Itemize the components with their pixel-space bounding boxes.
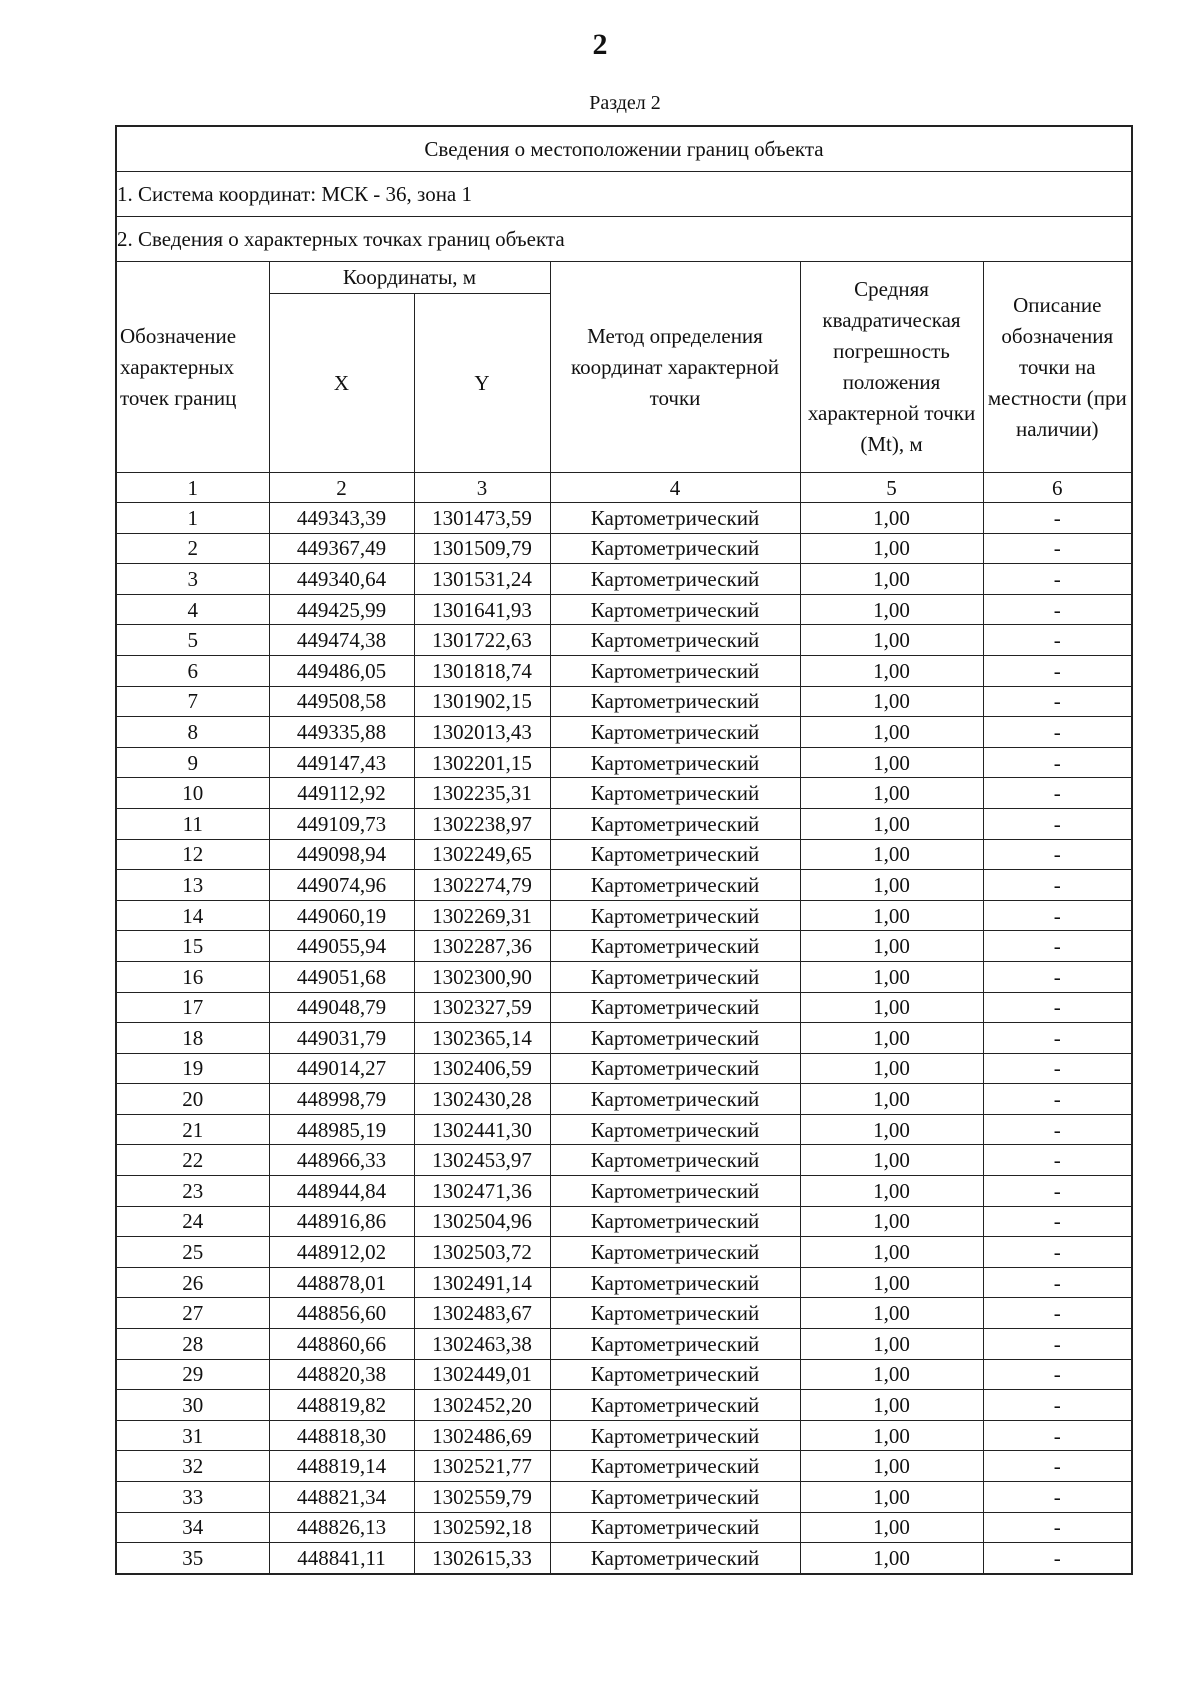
cell-method: Картометрический <box>550 564 800 595</box>
cell-description: - <box>983 503 1132 534</box>
header-coordinates: Координаты, м <box>269 262 550 294</box>
cell-designation: 6 <box>116 655 269 686</box>
table-row <box>116 1512 1132 1543</box>
cell-x: 449051,68 <box>269 961 414 992</box>
cell-y: 1302406,59 <box>414 1053 550 1084</box>
cell-method: Картометрический <box>550 778 800 809</box>
cell-y: 1302463,38 <box>414 1329 550 1360</box>
cell-designation: 23 <box>116 1176 269 1207</box>
cell-designation: 3 <box>116 564 269 595</box>
header-y: Y <box>414 294 550 473</box>
cell-designation: 24 <box>116 1206 269 1237</box>
cell-method: Картометрический <box>550 686 800 717</box>
cell-x: 449343,39 <box>269 503 414 534</box>
cell-x: 449098,94 <box>269 839 414 870</box>
cell-designation: 26 <box>116 1267 269 1298</box>
table-row <box>116 839 1132 870</box>
column-number: 6 <box>983 473 1132 503</box>
cell-error: 1,00 <box>800 1206 983 1237</box>
cell-designation: 19 <box>116 1053 269 1084</box>
table-row <box>116 503 1132 534</box>
cell-error: 1,00 <box>800 900 983 931</box>
cell-y: 1302503,72 <box>414 1237 550 1268</box>
table-row <box>116 900 1132 931</box>
cell-error: 1,00 <box>800 1359 983 1390</box>
cell-x: 448856,60 <box>269 1298 414 1329</box>
header-x: X <box>269 294 414 473</box>
cell-description: - <box>983 1023 1132 1054</box>
cell-description: - <box>983 1390 1132 1421</box>
cell-x: 449031,79 <box>269 1023 414 1054</box>
table-row <box>116 1451 1132 1482</box>
cell-error: 1,00 <box>800 1451 983 1482</box>
cell-y: 1301641,93 <box>414 594 550 625</box>
cell-x: 449014,27 <box>269 1053 414 1084</box>
table-row <box>116 1176 1132 1207</box>
cell-description: - <box>983 1512 1132 1543</box>
cell-designation: 10 <box>116 778 269 809</box>
column-number: 3 <box>414 473 550 503</box>
cell-designation: 2 <box>116 533 269 564</box>
cell-designation: 16 <box>116 961 269 992</box>
table-row <box>116 533 1132 564</box>
cell-error: 1,00 <box>800 992 983 1023</box>
cell-error: 1,00 <box>800 1543 983 1574</box>
cell-method: Картометрический <box>550 808 800 839</box>
table-row <box>116 1206 1132 1237</box>
cell-error: 1,00 <box>800 839 983 870</box>
cell-description: - <box>983 931 1132 962</box>
cell-x: 449425,99 <box>269 594 414 625</box>
cell-method: Картометрический <box>550 1359 800 1390</box>
cell-description: - <box>983 594 1132 625</box>
cell-error: 1,00 <box>800 655 983 686</box>
cell-y: 1302238,97 <box>414 808 550 839</box>
cell-x: 448860,66 <box>269 1329 414 1360</box>
cell-error: 1,00 <box>800 1482 983 1513</box>
cell-x: 448998,79 <box>269 1084 414 1115</box>
cell-description: - <box>983 1114 1132 1145</box>
cell-y: 1302327,59 <box>414 992 550 1023</box>
table-row <box>116 931 1132 962</box>
cell-method: Картометрический <box>550 1482 800 1513</box>
cell-error: 1,00 <box>800 1084 983 1115</box>
cell-description: - <box>983 808 1132 839</box>
cell-designation: 15 <box>116 931 269 962</box>
cell-method: Картометрический <box>550 1053 800 1084</box>
cell-error: 1,00 <box>800 931 983 962</box>
cell-error: 1,00 <box>800 1176 983 1207</box>
cell-description: - <box>983 1176 1132 1207</box>
points-heading: 2. Сведения о характерных точках границ объекта <box>116 217 1132 262</box>
cell-y: 1301722,63 <box>414 625 550 656</box>
table-row <box>116 1053 1132 1084</box>
cell-y: 1302504,96 <box>414 1206 550 1237</box>
cell-error: 1,00 <box>800 1237 983 1268</box>
header-description: Описание обозначения точки на местности (при наличии) <box>983 262 1132 473</box>
boundary-points-table <box>115 125 1133 1575</box>
cell-error: 1,00 <box>800 870 983 901</box>
cell-method: Картометрический <box>550 1298 800 1329</box>
cell-error: 1,00 <box>800 1298 983 1329</box>
cell-error: 1,00 <box>800 1114 983 1145</box>
cell-designation: 4 <box>116 594 269 625</box>
cell-y: 1302559,79 <box>414 1482 550 1513</box>
cell-x: 449508,58 <box>269 686 414 717</box>
cell-description: - <box>983 961 1132 992</box>
cell-method: Картометрический <box>550 1512 800 1543</box>
header-designation: Обозначение характерных точек границ <box>116 262 269 473</box>
column-number: 4 <box>550 473 800 503</box>
column-numbers-row <box>116 473 1132 503</box>
cell-designation: 30 <box>116 1390 269 1421</box>
table-row <box>116 870 1132 901</box>
cell-error: 1,00 <box>800 1512 983 1543</box>
cell-designation: 12 <box>116 839 269 870</box>
cell-y: 1302486,69 <box>414 1420 550 1451</box>
table-row <box>116 808 1132 839</box>
cell-error: 1,00 <box>800 686 983 717</box>
cell-x: 448944,84 <box>269 1176 414 1207</box>
cell-x: 448985,19 <box>269 1114 414 1145</box>
cell-y: 1301473,59 <box>414 503 550 534</box>
cell-description: - <box>983 870 1132 901</box>
table-row <box>116 961 1132 992</box>
cell-method: Картометрический <box>550 1145 800 1176</box>
cell-description: - <box>983 655 1132 686</box>
cell-method: Картометрический <box>550 533 800 564</box>
cell-y: 1302592,18 <box>414 1512 550 1543</box>
cell-method: Картометрический <box>550 992 800 1023</box>
cell-method: Картометрический <box>550 1543 800 1574</box>
cell-description: - <box>983 1420 1132 1451</box>
cell-x: 449474,38 <box>269 625 414 656</box>
cell-error: 1,00 <box>800 594 983 625</box>
cell-description: - <box>983 1482 1132 1513</box>
cell-y: 1302430,28 <box>414 1084 550 1115</box>
table-row <box>116 1114 1132 1145</box>
table-row <box>116 1023 1132 1054</box>
cell-x: 448826,13 <box>269 1512 414 1543</box>
cell-description: - <box>983 564 1132 595</box>
cell-error: 1,00 <box>800 1145 983 1176</box>
cell-error: 1,00 <box>800 533 983 564</box>
cell-designation: 18 <box>116 1023 269 1054</box>
cell-x: 448912,02 <box>269 1237 414 1268</box>
cell-error: 1,00 <box>800 778 983 809</box>
cell-y: 1301509,79 <box>414 533 550 564</box>
column-number: 5 <box>800 473 983 503</box>
cell-designation: 29 <box>116 1359 269 1390</box>
table-row <box>116 1084 1132 1115</box>
column-number: 2 <box>269 473 414 503</box>
cell-designation: 17 <box>116 992 269 1023</box>
cell-x: 449340,64 <box>269 564 414 595</box>
cell-error: 1,00 <box>800 1267 983 1298</box>
cell-description: - <box>983 1237 1132 1268</box>
cell-y: 1302441,30 <box>414 1114 550 1145</box>
cell-designation: 7 <box>116 686 269 717</box>
cell-method: Картометрический <box>550 1329 800 1360</box>
cell-description: - <box>983 717 1132 748</box>
cell-x: 448820,38 <box>269 1359 414 1390</box>
cell-description: - <box>983 747 1132 778</box>
cell-x: 449109,73 <box>269 808 414 839</box>
cell-y: 1302483,67 <box>414 1298 550 1329</box>
cell-error: 1,00 <box>800 747 983 778</box>
cell-designation: 32 <box>116 1451 269 1482</box>
cell-y: 1302201,15 <box>414 747 550 778</box>
cell-method: Картометрический <box>550 870 800 901</box>
cell-method: Картометрический <box>550 717 800 748</box>
cell-description: - <box>983 1359 1132 1390</box>
cell-y: 1302449,01 <box>414 1359 550 1390</box>
table-row <box>116 1298 1132 1329</box>
cell-y: 1301531,24 <box>414 564 550 595</box>
cell-x: 449486,05 <box>269 655 414 686</box>
cell-x: 448819,82 <box>269 1390 414 1421</box>
cell-x: 449367,49 <box>269 533 414 564</box>
cell-error: 1,00 <box>800 808 983 839</box>
cell-method: Картометрический <box>550 1267 800 1298</box>
table-row <box>116 1267 1132 1298</box>
cell-description: - <box>983 1329 1132 1360</box>
table-row <box>116 992 1132 1023</box>
cell-y: 1302615,33 <box>414 1543 550 1574</box>
cell-description: - <box>983 839 1132 870</box>
cell-x: 449335,88 <box>269 717 414 748</box>
cell-x: 448821,34 <box>269 1482 414 1513</box>
cell-description: - <box>983 1543 1132 1574</box>
table-row <box>116 1482 1132 1513</box>
cell-y: 1302269,31 <box>414 900 550 931</box>
cell-designation: 5 <box>116 625 269 656</box>
cell-y: 1302365,14 <box>414 1023 550 1054</box>
cell-designation: 27 <box>116 1298 269 1329</box>
cell-error: 1,00 <box>800 1053 983 1084</box>
column-number: 1 <box>116 473 269 503</box>
table-row <box>116 1543 1132 1574</box>
cell-error: 1,00 <box>800 1390 983 1421</box>
cell-description: - <box>983 686 1132 717</box>
cell-x: 449048,79 <box>269 992 414 1023</box>
cell-error: 1,00 <box>800 1420 983 1451</box>
cell-y: 1302452,20 <box>414 1390 550 1421</box>
cell-y: 1302013,43 <box>414 717 550 748</box>
cell-error: 1,00 <box>800 717 983 748</box>
cell-method: Картометрический <box>550 961 800 992</box>
cell-description: - <box>983 1145 1132 1176</box>
cell-x: 448878,01 <box>269 1267 414 1298</box>
cell-x: 448818,30 <box>269 1420 414 1451</box>
cell-method: Картометрический <box>550 1084 800 1115</box>
header-method: Метод определения координат характерной точки <box>550 262 800 473</box>
table-row <box>116 1145 1132 1176</box>
cell-description: - <box>983 1451 1132 1482</box>
cell-method: Картометрический <box>550 594 800 625</box>
cell-y: 1301902,15 <box>414 686 550 717</box>
page-number: 2 <box>592 28 608 61</box>
cell-x: 448966,33 <box>269 1145 414 1176</box>
cell-y: 1302235,31 <box>414 778 550 809</box>
table-row <box>116 778 1132 809</box>
cell-y: 1302491,14 <box>414 1267 550 1298</box>
table-title: Сведения о местоположении границ объекта <box>116 126 1132 172</box>
table-row <box>116 1390 1132 1421</box>
cell-designation: 31 <box>116 1420 269 1451</box>
cell-description: - <box>983 1053 1132 1084</box>
cell-designation: 8 <box>116 717 269 748</box>
cell-y: 1302287,36 <box>414 931 550 962</box>
cell-designation: 14 <box>116 900 269 931</box>
cell-x: 448916,86 <box>269 1206 414 1237</box>
cell-y: 1302300,90 <box>414 961 550 992</box>
cell-description: - <box>983 900 1132 931</box>
cell-description: - <box>983 1206 1132 1237</box>
cell-x: 448841,11 <box>269 1543 414 1574</box>
cell-description: - <box>983 625 1132 656</box>
cell-method: Картометрический <box>550 931 800 962</box>
cell-designation: 9 <box>116 747 269 778</box>
cell-description: - <box>983 1267 1132 1298</box>
cell-description: - <box>983 533 1132 564</box>
cell-designation: 13 <box>116 870 269 901</box>
cell-error: 1,00 <box>800 961 983 992</box>
cell-y: 1302274,79 <box>414 870 550 901</box>
cell-x: 449060,19 <box>269 900 414 931</box>
cell-designation: 28 <box>116 1329 269 1360</box>
cell-error: 1,00 <box>800 625 983 656</box>
table-row <box>116 686 1132 717</box>
table-row <box>116 625 1132 656</box>
cell-description: - <box>983 992 1132 1023</box>
cell-method: Картометрический <box>550 1176 800 1207</box>
cell-method: Картометрический <box>550 1206 800 1237</box>
cell-method: Картометрический <box>550 625 800 656</box>
section-label: Раздел 2 <box>589 92 661 114</box>
cell-method: Картометрический <box>550 1390 800 1421</box>
cell-description: - <box>983 1084 1132 1115</box>
cell-x: 448819,14 <box>269 1451 414 1482</box>
cell-error: 1,00 <box>800 1023 983 1054</box>
cell-method: Картометрический <box>550 1237 800 1268</box>
cell-method: Картометрический <box>550 839 800 870</box>
cell-designation: 20 <box>116 1084 269 1115</box>
cell-designation: 35 <box>116 1543 269 1574</box>
cell-designation: 34 <box>116 1512 269 1543</box>
cell-description: - <box>983 1298 1132 1329</box>
table-row <box>116 1237 1132 1268</box>
cell-y: 1302249,65 <box>414 839 550 870</box>
table-row <box>116 1329 1132 1360</box>
table-row <box>116 564 1132 595</box>
table-row <box>116 1359 1132 1390</box>
cell-x: 449147,43 <box>269 747 414 778</box>
cell-method: Картометрический <box>550 655 800 686</box>
cell-designation: 33 <box>116 1482 269 1513</box>
cell-x: 449112,92 <box>269 778 414 809</box>
coordinate-system: 1. Система координат: МСК - 36, зона 1 <box>116 172 1132 217</box>
table-row <box>116 1420 1132 1451</box>
cell-x: 449074,96 <box>269 870 414 901</box>
cell-y: 1302521,77 <box>414 1451 550 1482</box>
cell-method: Картометрический <box>550 1114 800 1145</box>
cell-x: 449055,94 <box>269 931 414 962</box>
table-row <box>116 747 1132 778</box>
cell-method: Картометрический <box>550 1420 800 1451</box>
table-row <box>116 717 1132 748</box>
cell-error: 1,00 <box>800 564 983 595</box>
header-error: Средняя квадратическая погрешность положения характерной точки (Mt), м <box>800 262 983 473</box>
cell-y: 1301818,74 <box>414 655 550 686</box>
cell-y: 1302453,97 <box>414 1145 550 1176</box>
cell-method: Картометрический <box>550 1023 800 1054</box>
cell-description: - <box>983 778 1132 809</box>
cell-designation: 21 <box>116 1114 269 1145</box>
cell-y: 1302471,36 <box>414 1176 550 1207</box>
cell-method: Картометрический <box>550 747 800 778</box>
cell-method: Картометрический <box>550 900 800 931</box>
table-row <box>116 655 1132 686</box>
cell-error: 1,00 <box>800 503 983 534</box>
cell-method: Картометрический <box>550 503 800 534</box>
cell-designation: 22 <box>116 1145 269 1176</box>
cell-designation: 25 <box>116 1237 269 1268</box>
cell-designation: 1 <box>116 503 269 534</box>
table-row <box>116 594 1132 625</box>
cell-designation: 11 <box>116 808 269 839</box>
cell-method: Картометрический <box>550 1451 800 1482</box>
cell-error: 1,00 <box>800 1329 983 1360</box>
